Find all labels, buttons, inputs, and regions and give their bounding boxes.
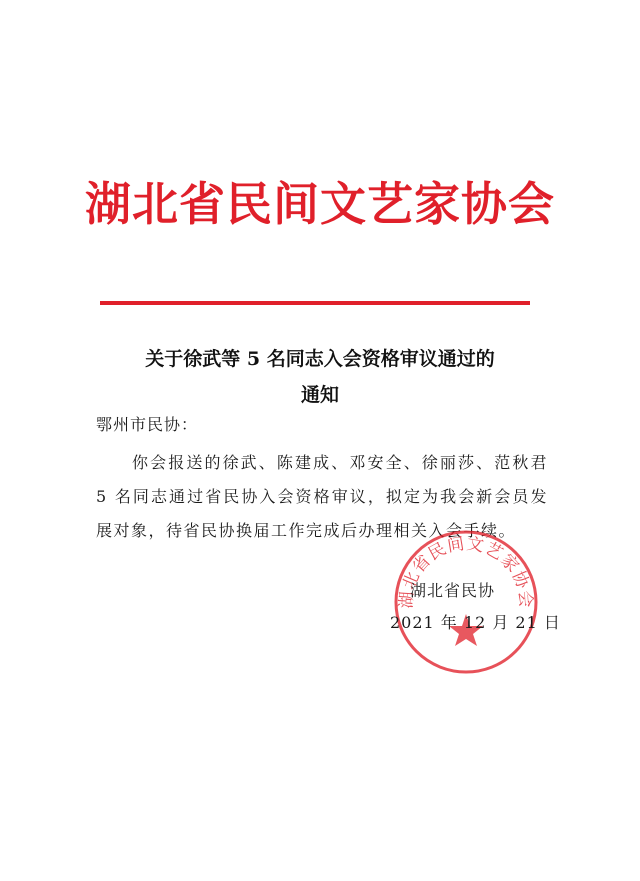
letterhead-red-rule: [100, 301, 530, 305]
notice-body: 你会报送的徐武、陈建成、邓安全、徐丽莎、范秋君 5 名同志通过省民协入会资格审议，拟定为我会新会员发展对象，待省民协换届工作完成后办理相关入会手续。: [96, 453, 548, 540]
signing-date: 2021 年 12 月 21 日: [390, 613, 561, 632]
signatory: 湖北省民协: [410, 581, 496, 600]
notice-title-line1: 关于徐武等 5 名同志入会资格审议通过的: [145, 348, 495, 370]
official-seal-icon: [392, 528, 540, 676]
notice-title-line2: 通知: [300, 384, 339, 406]
letterhead-title: 湖北省民间文艺家协会: [85, 177, 555, 231]
addressee: 鄂州市民协：: [96, 415, 199, 434]
seal-text: 湖北省民间文艺家协会: [396, 533, 536, 610]
